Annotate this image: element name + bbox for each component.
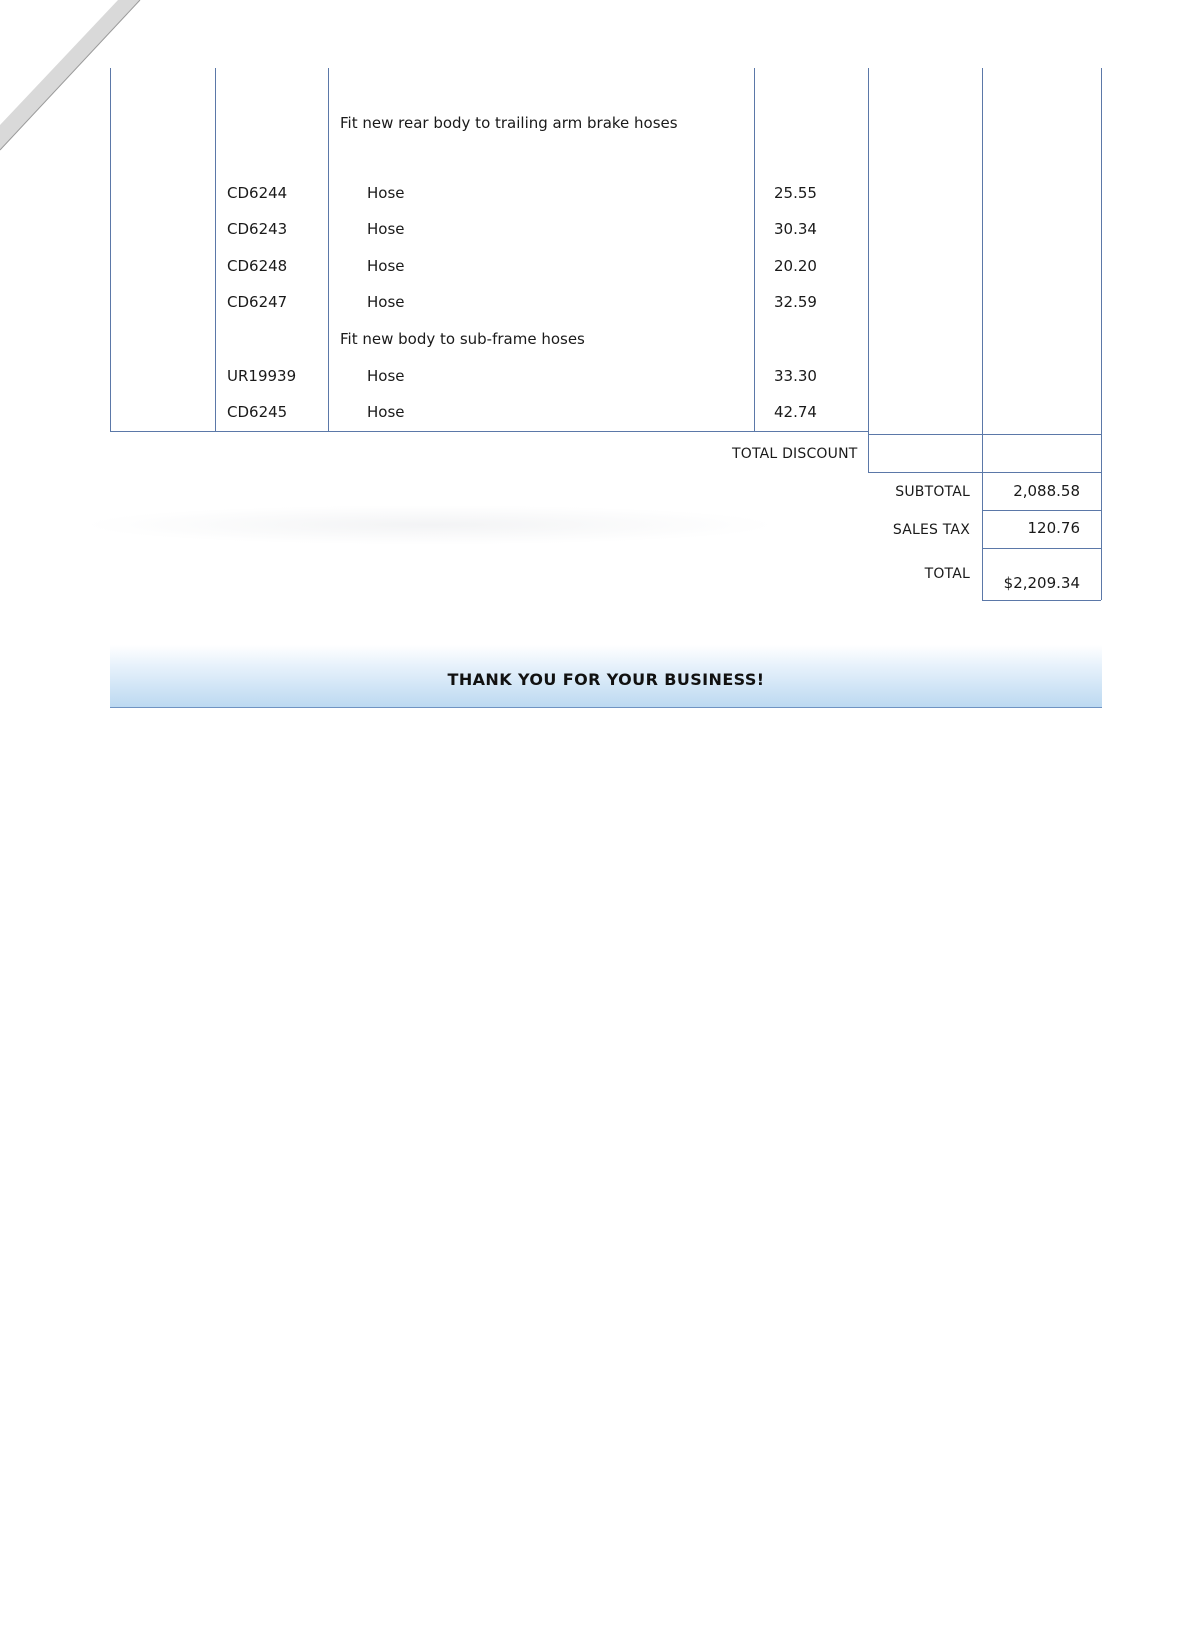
totals-rule bbox=[868, 434, 1101, 435]
totals-rule bbox=[982, 548, 1101, 549]
item-description: Hose bbox=[367, 220, 405, 238]
item-description: Hose bbox=[367, 403, 405, 421]
total-value: $2,209.34 bbox=[1003, 574, 1080, 592]
item-price: 25.55 bbox=[774, 184, 817, 202]
total-label: TOTAL bbox=[924, 566, 970, 582]
item-description: Hose bbox=[367, 367, 405, 385]
thank-you-banner bbox=[110, 645, 1102, 708]
total-discount-label: TOTAL DISCOUNT bbox=[732, 446, 858, 462]
table-border-right bbox=[1101, 68, 1102, 600]
section-heading: Fit new rear body to trailing arm brake hoses bbox=[340, 114, 678, 132]
column-divider bbox=[868, 68, 869, 472]
sales-tax-label: SALES TAX bbox=[892, 522, 970, 538]
totals-rule bbox=[868, 472, 1101, 473]
part-number: CD6244 bbox=[227, 184, 288, 202]
thank-you-message: THANK YOU FOR YOUR BUSINESS! bbox=[447, 670, 765, 689]
table-border-left bbox=[110, 68, 111, 431]
column-divider bbox=[215, 68, 216, 431]
table-bottom-rule bbox=[110, 431, 868, 432]
scan-smudge bbox=[80, 505, 780, 545]
item-price: 20.20 bbox=[774, 257, 817, 275]
page-corner-fold bbox=[0, 0, 150, 160]
sales-tax-value: 120.76 bbox=[1027, 519, 1080, 537]
part-number: CD6247 bbox=[227, 293, 288, 311]
subtotal-label: SUBTOTAL bbox=[895, 484, 970, 500]
part-number: CD6245 bbox=[227, 403, 288, 421]
item-price: 42.74 bbox=[774, 403, 817, 421]
column-divider bbox=[328, 68, 329, 431]
section-heading: Fit new body to sub-frame hoses bbox=[340, 330, 585, 348]
totals-rule bbox=[982, 510, 1101, 511]
subtotal-value: 2,088.58 bbox=[1013, 482, 1080, 500]
item-price: 32.59 bbox=[774, 293, 817, 311]
item-description: Hose bbox=[367, 184, 405, 202]
item-description: Hose bbox=[367, 293, 405, 311]
part-number: UR19939 bbox=[227, 367, 297, 385]
part-number: CD6248 bbox=[227, 257, 288, 275]
totals-rule bbox=[982, 600, 1101, 601]
item-description: Hose bbox=[367, 257, 405, 275]
item-price: 33.30 bbox=[774, 367, 817, 385]
part-number: CD6243 bbox=[227, 220, 288, 238]
item-price: 30.34 bbox=[774, 220, 817, 238]
column-divider bbox=[754, 68, 755, 431]
